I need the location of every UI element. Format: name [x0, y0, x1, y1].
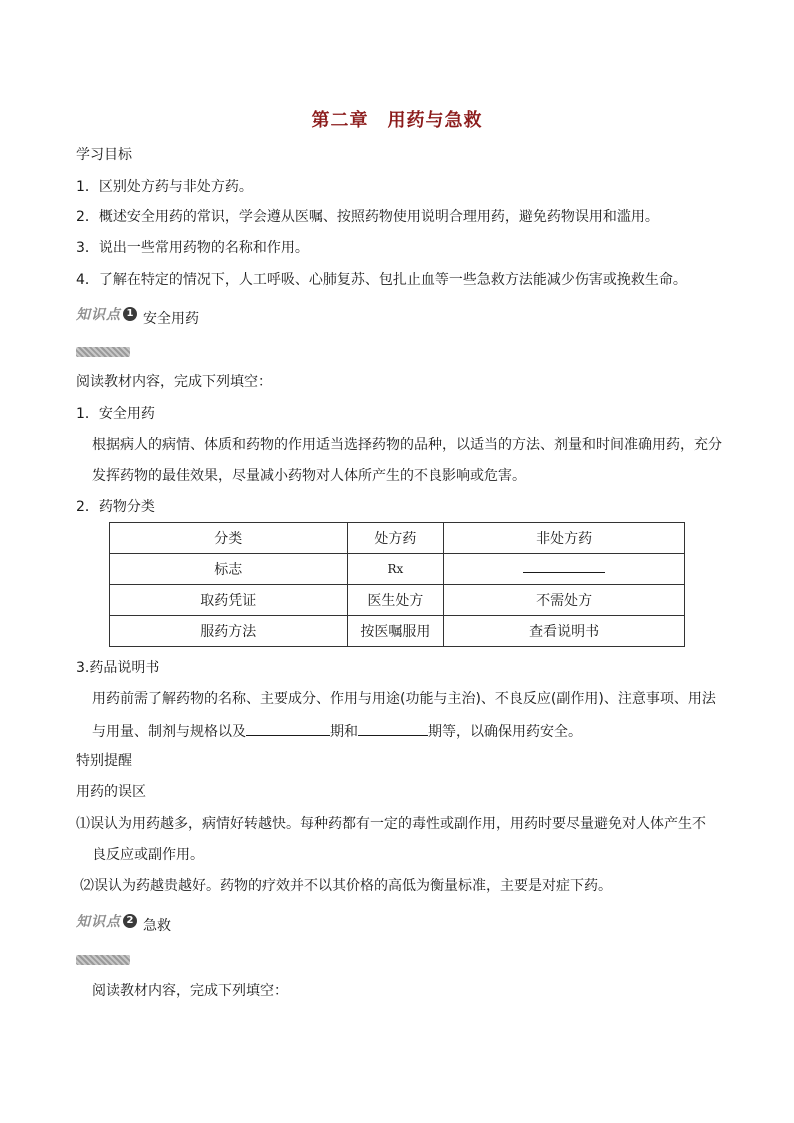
- section-marker-icon: [76, 347, 130, 357]
- table-row: [110, 585, 685, 616]
- fill-in-blank[interactable]: [523, 558, 605, 573]
- section-heading: 2．药物分类: [76, 499, 155, 515]
- objective-item: 4．了解在特定的情况下，人工呼吸、心肺复苏、包扎止血等一些急救方法能减少伤害或挽救生命。: [76, 272, 687, 288]
- objective-item: 2．概述安全用药的常识，学会遵从医嘱、按照药物使用说明合理用药，避免药物误用和滥用。: [76, 209, 659, 225]
- chapter-title: 第二章 用药与急救: [311, 110, 483, 131]
- table-row: [110, 554, 685, 585]
- objective-item: 3．说出一些常用药物的名称和作用。: [76, 240, 309, 256]
- instruction-text: 阅读教材内容，完成下列填空：: [92, 983, 288, 999]
- instruction-text: 阅读教材内容，完成下列填空：: [76, 374, 272, 390]
- table-cell-blank: [444, 554, 685, 585]
- knowledge-point-label: 知识点: [76, 307, 121, 323]
- table-cell: 取药凭证: [110, 585, 348, 616]
- tip-subheading: 用药的误区: [76, 784, 146, 800]
- paragraph-line: 用药前需了解药物的名称、主要成分、作用与用途(功能与主治)、不良反应(副作用)、注意事项、用法: [92, 691, 716, 707]
- fill-in-blank[interactable]: [246, 721, 330, 736]
- table-cell: 服药方法: [110, 616, 348, 647]
- tip-item: ⑴误认为用药越多，病情好转越快。每种药都有一定的毒性或副作用，用药时要尽量避免对人体产生不: [76, 816, 706, 832]
- drug-classification-table: [109, 522, 685, 647]
- table-cell: 不需处方: [444, 585, 685, 616]
- section-heading: 3.药品说明书: [76, 660, 160, 676]
- table-cell: Rx: [347, 554, 444, 585]
- paragraph-line-with-blanks: [92, 721, 582, 741]
- table-cell: 标志: [110, 554, 348, 585]
- number-badge-icon: 2: [123, 914, 137, 928]
- table-header-cell: 分类: [110, 523, 348, 554]
- knowledge-point-title: 安全用药: [143, 311, 199, 327]
- knowledge-point-title: 急救: [143, 918, 171, 934]
- objectives-heading: 学习目标: [76, 147, 132, 163]
- table-header-row: [110, 523, 685, 554]
- table-cell: 医生处方: [347, 585, 444, 616]
- knowledge-point-2-header: [76, 911, 171, 934]
- tip-item-continued: 良反应或副作用。: [92, 847, 204, 863]
- table-header-cell: 非处方药: [444, 523, 685, 554]
- section-heading: 1．安全用药: [76, 406, 155, 422]
- knowledge-point-label: 知识点: [76, 914, 121, 930]
- tip-item: ⑵误认为药越贵越好。药物的疗效并不以其价格的高低为衡量标准，主要是对症下药。: [80, 878, 612, 894]
- table-header-cell: 处方药: [347, 523, 444, 554]
- objective-item: 1．区别处方药与非处方药。: [76, 179, 253, 195]
- table-cell: 查看说明书: [444, 616, 685, 647]
- text-segment: 期和: [330, 724, 358, 740]
- number-badge-icon: 1: [123, 307, 137, 321]
- paragraph-line: 发挥药物的最佳效果，尽量减小药物对人体所产生的不良影响或危害。: [92, 468, 526, 484]
- text-segment: 与用量、制剂与规格以及: [92, 724, 246, 740]
- text-segment: 期等，以确保用药安全。: [428, 724, 582, 740]
- knowledge-point-1-header: [76, 304, 199, 327]
- table-cell: 按医嘱服用: [347, 616, 444, 647]
- fill-in-blank[interactable]: [358, 721, 428, 736]
- paragraph-line: 根据病人的病情、体质和药物的作用适当选择药物的品种，以适当的方法、剂量和时间准确用药，充分: [92, 437, 722, 453]
- section-marker-icon: [76, 955, 130, 965]
- table-row: [110, 616, 685, 647]
- tip-heading: 特别提醒: [76, 753, 132, 769]
